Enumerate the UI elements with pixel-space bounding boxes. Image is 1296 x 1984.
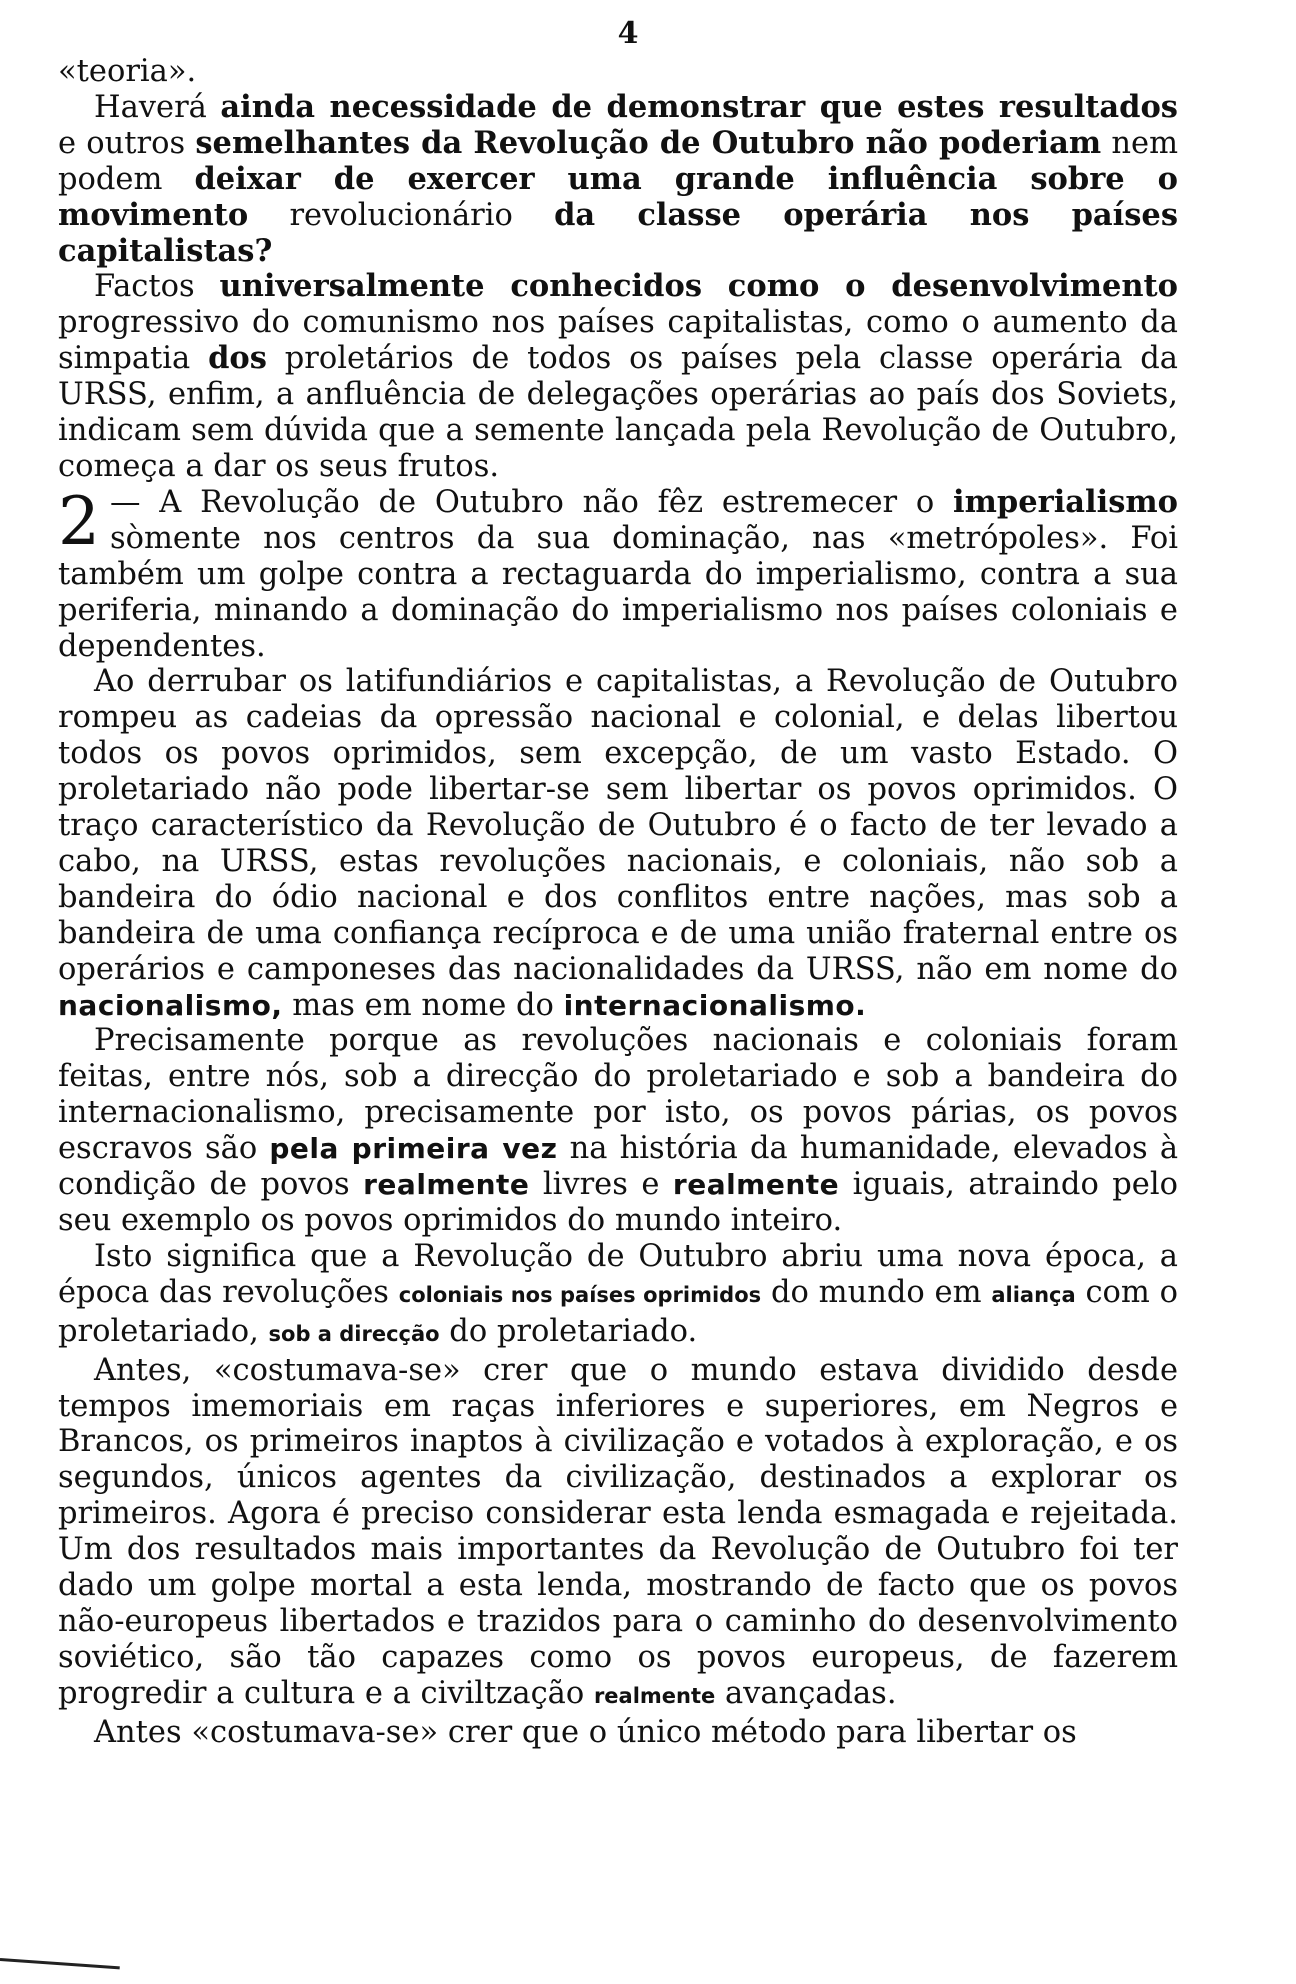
text-run: revolucionário (248, 197, 555, 233)
paragraph-pariah-peoples (58, 1023, 1178, 1238)
text-run: na história da humanidade, elevados à condição de povos (58, 1131, 1179, 1203)
text-run: nem podem (58, 125, 1179, 197)
paragraph-influence-question (58, 90, 1178, 270)
bold-text-run: semelhantes da Revolução de Outubro não poderiam (195, 124, 1102, 161)
text-run: Ao derrubar os latifundiários e capitalistas, a Revolução de Outubro rompeu as cadeias da opressão nacional e colonial, e delas libertou todos os povos oprimidos, sem excepção, de um vasto Estado. O proletariado não pode libertar-se sem libertar os povos oprimidos. O traço característico da Revolução de Outubro é o facto de ter levado a cabo, na URSS, estas revoluções nacionais, e coloniais, não sob a bandeira do ódio nacional e dos conflitos entre nações, mas sob a bandeira de uma confiança recíproca e de uma união fraternal entre os operários e camponeses das nacionalidades da URSS, não em nome do (58, 664, 1178, 987)
text-run: — A Revolução de Outubro não fêz estremecer o (110, 484, 954, 520)
emphasis-sob-a-direccao: sob a direcção (268, 1321, 440, 1346)
emphasis-nacionalismo: nacionalismo, (58, 988, 283, 1022)
text-run: mas em nome do (282, 987, 564, 1023)
bold-text-run: da classe operária nos países capitalistas? (58, 196, 1178, 269)
emphasis-pela-primeira-vez: pela primeira vez (269, 1132, 558, 1166)
emphasis-realmente: realmente (363, 1168, 530, 1202)
bold-text-run: dos (208, 340, 267, 377)
paragraph-universal-facts (58, 269, 1178, 484)
text-run: do proletariado. (439, 1313, 698, 1349)
text-run: iguais, atraindo pelo seu exemplo os povos oprimidos do mundo inteiro. (58, 1167, 1178, 1238)
paragraph-new-epoch (58, 1239, 1178, 1353)
text-run: avançadas. (715, 1675, 897, 1711)
text-run: Isto significa que a Revolução de Outubro abriu uma nova época, a época das revoluções (58, 1238, 1178, 1310)
text-run: progressivo do comunismo nos países capitalistas, como o aumento da simpatia (58, 305, 1178, 377)
scan-artifact-line (0, 1958, 120, 1969)
paragraph-teoria: «teoria». (58, 54, 197, 89)
emphasis-realmente: realmente (593, 1683, 716, 1708)
emphasis-alianca: aliança (991, 1282, 1076, 1307)
bold-text-run: universalmente conhecidos como o desenvolvimento (219, 268, 1178, 305)
text-run: e outros (58, 125, 196, 161)
text-run: proletários de todos os países pela classe operária da URSS, enfim, a anfluência de delegações operárias ao país dos Soviets, indicam sem dúvida que a semente lançada pela Revolução de Outubro, começa a dar os seus frutos. (58, 341, 1178, 484)
paragraph-national-oppression (58, 664, 1178, 1023)
text-run: com o proletariado, (58, 1274, 1179, 1349)
paragraph-races-legend (58, 1353, 1178, 1715)
paragraph-liberation-method: Antes «costumava-se» crer que o único método para libertar os (94, 1714, 1077, 1750)
emphasis-realmente: realmente (672, 1168, 840, 1202)
section-number-dropcap: 2 (58, 482, 100, 560)
text-run: Factos (94, 269, 220, 305)
bold-text-run: imperialismo (953, 483, 1178, 520)
text-run: Precisamente porque as revoluções nacionais e coloniais foram feitas, entre nós, sob a direcção do proletariado e sob a bandeira do internacionalismo, precisamente por isto, os povos párias, os povos escravos são (58, 1023, 1178, 1167)
emphasis-coloniais: coloniais nos países oprimidos (398, 1282, 762, 1307)
paragraph-section-2 (58, 482, 1178, 665)
document-page (58, 14, 1178, 1751)
text-run: Haverá (94, 89, 221, 125)
text-run: Antes, «costumava-se» crer que o mundo estava dividido desde tempos imemoriais em raças inferiores e superiores, em Negros e Brancos, os primeiros inaptos à civilização e votados à exploração, e os segundos, únicos agentes da civilização, destinados a explorar os primeiros. Agora é preciso considerar esta lenda esmagada e rejeitada. Um dos resultados mais importantes da Revolução de Outubro foi ter dado um golpe mortal a esta lenda, mostrando de facto que os povos não-europeus libertados e trazidos para o caminho do desenvolvimento soviético, são tão capazes como os povos europeus, de fazerem progredir a cultura e a civiltzação (58, 1352, 1178, 1711)
text-run: do mundo em (761, 1274, 992, 1310)
page-number: 4 (617, 16, 639, 51)
emphasis-internacionalismo: internacionalismo. (563, 988, 867, 1022)
text-run: livres e (529, 1167, 673, 1203)
bold-text-run: ainda necessidade de demonstrar que estes resultados (220, 88, 1178, 125)
text-run: sòmente nos centros da sua dominação, nas «metrópoles». Foi também um golpe contra a rectaguarda do imperialismo, contra a sua periferia, minando a dominação do imperialismo nos países coloniais e dependentes. (58, 520, 1178, 664)
bold-text-run: deixar de exercer uma grande influência sobre o movimento (58, 160, 1178, 233)
